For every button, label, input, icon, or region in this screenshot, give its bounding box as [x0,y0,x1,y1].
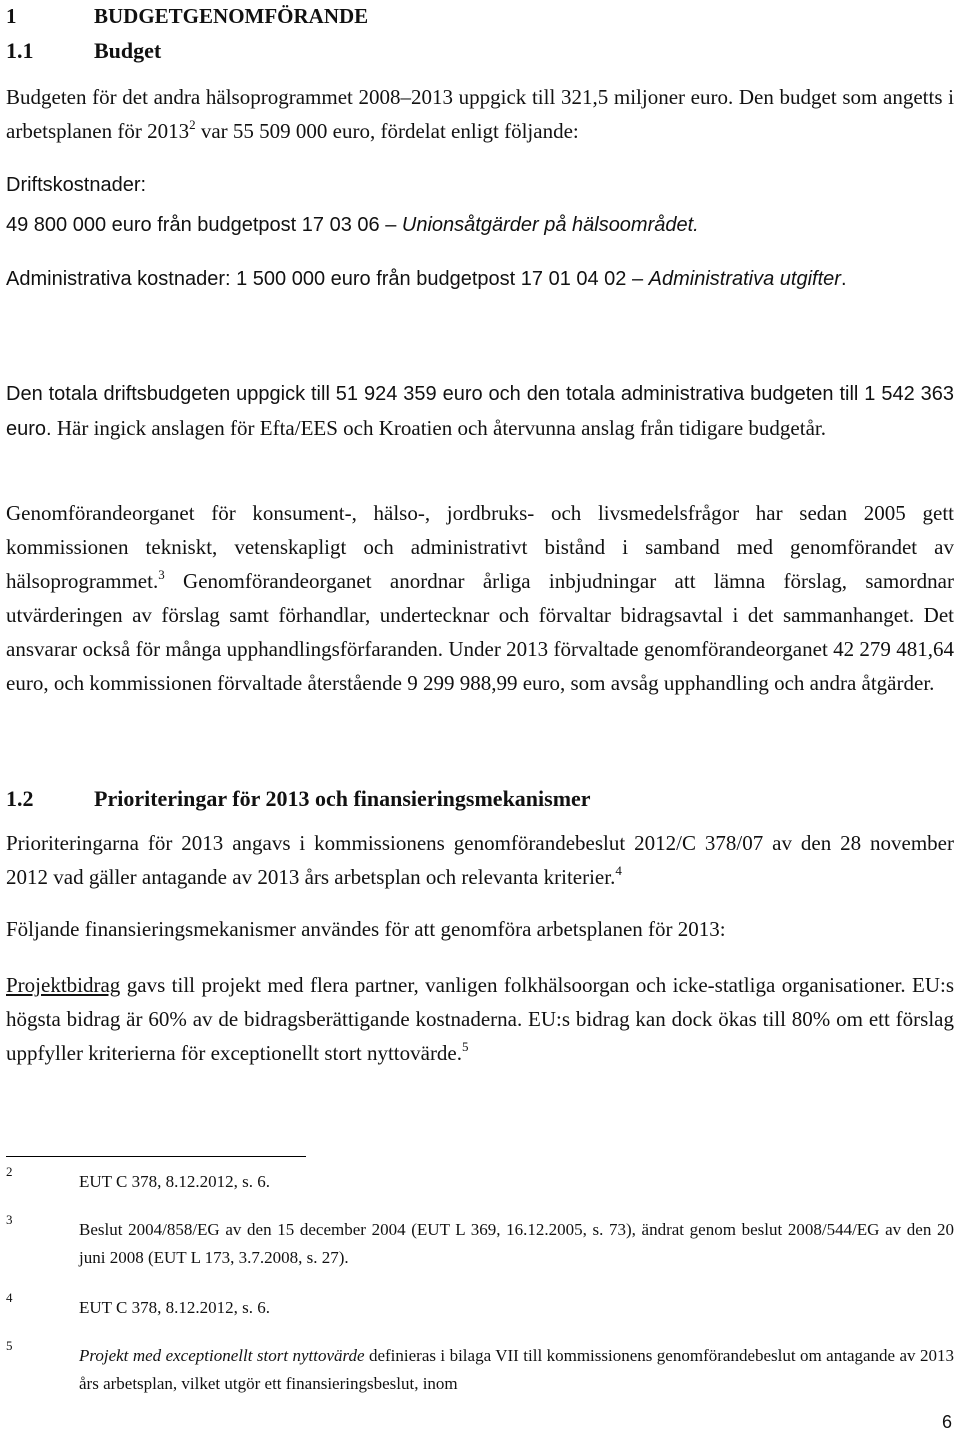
executive-agency-paragraph: Genomförandeorganet för konsument-, hälso-, jordbruks- och livsmedelsfrågor har sedan 2005 gett kommissionen tekniskt, vetenskapligt och administrativt bistånd i samband med genomförandet av hälsoprogrammet.$^3$ Genomförandeorganet anordnar årliga inbjudningar att lämna förslag, samordnar utvärderingen av förslag samt förhandlar, undertecknar och förvaltar bidragsavtal i det sammanhanget. Det ansvarar också för många upphandlingsförfaranden. Under 2013 förvaltade genomförandeorganet 42 279 481,64 euro, och kommissionen förvaltade återstående 9 299 988,99 euro, som avsåg upphandling och andra åtgärder. [6,501,954,695]
footnote-ref-5[interactable]: 5 [462,1039,469,1054]
footnote-ref-3[interactable]: 3 [158,567,165,582]
section-heading-budget [6,38,954,64]
footnote-3 [6,1212,954,1272]
section-title: Budget [94,38,162,63]
budget-paragraph: Budgeten för det andra hälsoprogrammet 2008–2013 uppgick till 321,5 miljoner euro. Den budget som angetts i arbetsplanen för 2013$^2$ var 55 509 000 euro, fördelat enligt följande: [6,85,954,143]
footnote-5 [6,1338,954,1398]
footnote-ref-4[interactable]: 4 [615,863,622,878]
section-number: 1.2 [6,786,34,811]
footnote-number: 3 [6,1212,13,1227]
project-grants-paragraph: Projektbidrag gavs till projekt med flera partner, vanligen folkhälsoorgan och icke-statliga organisationer. EU:s högsta bidrag är 60% av de bidragsberättigande kostnaderna. EU:s bidrag kan dock ökas till 80% om ett förslag uppfyller kriterierna för exceptionellt stort nyttovärde.$^5$ [6,973,954,1065]
priorities-paragraph: Prioriteringarna för 2013 angavs i kommissionens genomförandebeslut 2012/C 378/07 av den 28 november 2012 vad gäller antagande av 2013 års arbetsplan och relevanta kriterier.$^4$ [6,831,954,889]
operating-costs-line: 49 800 000 euro från budgetpost 17 03 06 – Unionsåtgärder på hälsoområdet. [6,214,699,236]
footnote-number: 5 [6,1338,13,1353]
section-heading-priorities [6,786,954,812]
footnote-text: EUT C 378, 8.12.2012, s. 6. [79,1172,270,1191]
footnote-4 [6,1290,954,1322]
footnote-2 [6,1164,954,1196]
mechanisms-intro: Följande finansieringsmekanismer användes för att genomföra arbetsplanen för 2013: [6,917,726,941]
footnote-number: 2 [6,1164,13,1179]
section-title: Prioriteringar för 2013 och finansieringsmekanismer [94,786,591,811]
chapter-number: 1 [6,4,17,28]
footnote-ref-2[interactable]: 2 [189,117,196,132]
operating-costs-label: Driftskostnader: [6,174,147,196]
page-number: 6 [941,1412,952,1432]
project-grants-term: Projektbidrag [6,973,121,997]
footnote-text: Projekt med exceptionellt stort nyttovärde definieras i bilaga VII till kommissionens genomförandebeslut om antagande av 2013 års arbetsplan, vilket utgör ett finansieringsbeslut, inom [79,1346,954,1393]
footnote-number: 4 [6,1290,13,1305]
section-number: 1.1 [6,38,34,63]
admin-costs-paragraph: Administrativa kostnader: 1 500 000 euro från budgetpost 17 01 04 02 – Administrativa utgifter. [6,268,847,290]
chapter-heading [6,4,954,29]
chapter-title: BUDGETGENOMFÖRANDE [94,4,369,28]
footnote-separator [6,1156,306,1157]
totals-paragraph: Den totala driftsbudgeten uppgick till 51 924 359 euro och den totala administrativa budgeten till 1 542 363 euro. Här ingick anslagen för Efta/EES och Kroatien och återvunna anslag från tidigare budgetår. [6,383,954,440]
footnote-text: EUT C 378, 8.12.2012, s. 6. [79,1298,270,1317]
footnote-text: Beslut 2004/858/EG av den 15 december 2004 (EUT L 369, 16.12.2005, s. 73), ändrat genom beslut 2008/544/EG av den 20 juni 2008 (EUT L 173, 3.7.2008, s. 27). [79,1220,954,1267]
